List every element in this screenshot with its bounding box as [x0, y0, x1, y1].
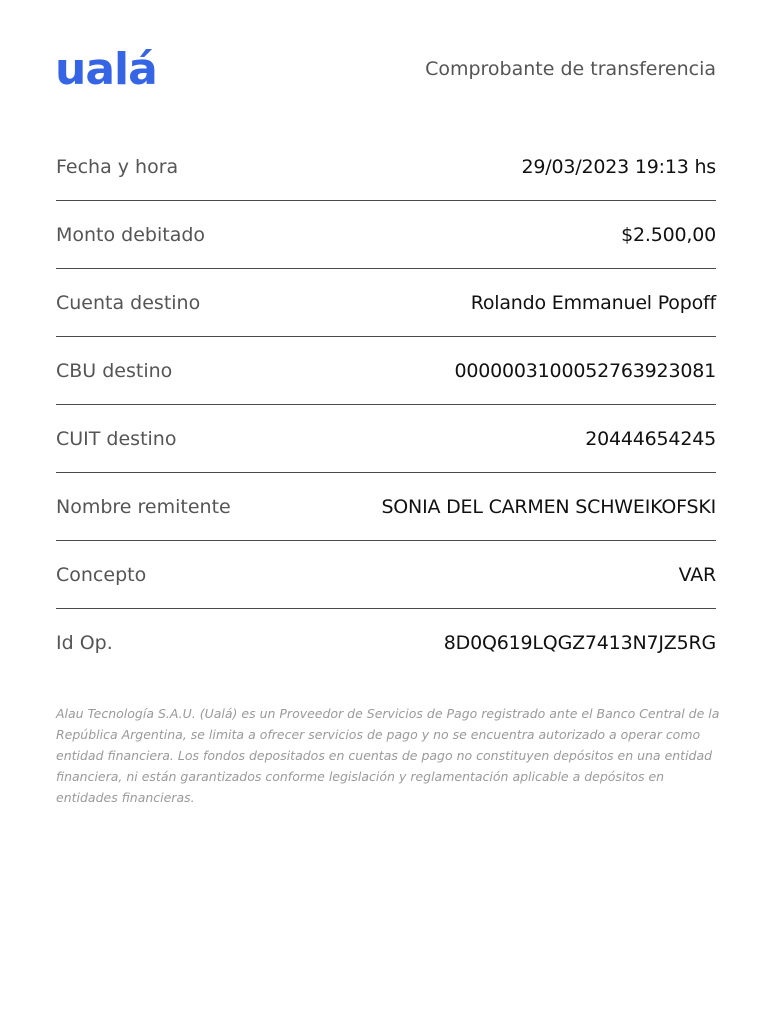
document-title: Comprobante de transferencia: [425, 58, 716, 80]
detail-value: $2.500,00: [621, 224, 716, 246]
detail-value: 29/03/2023 19:13 hs: [521, 156, 716, 178]
detail-value: Rolando Emmanuel Popoff: [470, 292, 716, 314]
uala-logo: [55, 40, 157, 95]
detail-row-fecha: [56, 133, 716, 201]
logo-text: ualá: [55, 44, 157, 95]
detail-value: SONIA DEL CARMEN SCHWEIKOFSKI: [381, 496, 716, 518]
detail-label: CBU destino: [56, 360, 173, 382]
detail-label: CUIT destino: [56, 428, 177, 450]
detail-value: 0000003100052763923081: [454, 360, 716, 382]
detail-label: Nombre remitente: [56, 496, 231, 518]
detail-label: Id Op.: [56, 632, 113, 654]
detail-row-monto: [56, 201, 716, 269]
detail-value: 20444654245: [585, 428, 716, 450]
detail-label: Cuenta destino: [56, 292, 201, 314]
detail-value: VAR: [678, 564, 716, 586]
legal-disclaimer: Alau Tecnología S.A.U. (Ualá) es un Proveedor de Servicios de Pago registrado ante el Banco Central de la República Argentina, se limita a ofrecer servicios de pago y no se encuentra autorizado a operar como entidad financiera. Los fondos depositados en cuentas de pago no constituyen depósitos en una entidad financiera, ni están garantizados conforme legislación y reglamentación aplicable a depósitos en entidades financieras.: [56, 706, 720, 805]
detail-row-cbu: [56, 337, 716, 405]
detail-label: Monto debitado: [56, 224, 206, 246]
detail-row-remitente: [56, 473, 716, 541]
detail-value: 8D0Q619LQGZ7413N7JZ5RG: [443, 632, 716, 654]
detail-row-cuenta-destino: [56, 269, 716, 337]
detail-row-concepto: [56, 541, 716, 609]
detail-label: Concepto: [56, 564, 147, 586]
transfer-details: [56, 133, 716, 677]
detail-label: Fecha y hora: [56, 156, 179, 178]
detail-row-id-op: [56, 609, 716, 677]
detail-row-cuit: [56, 405, 716, 473]
